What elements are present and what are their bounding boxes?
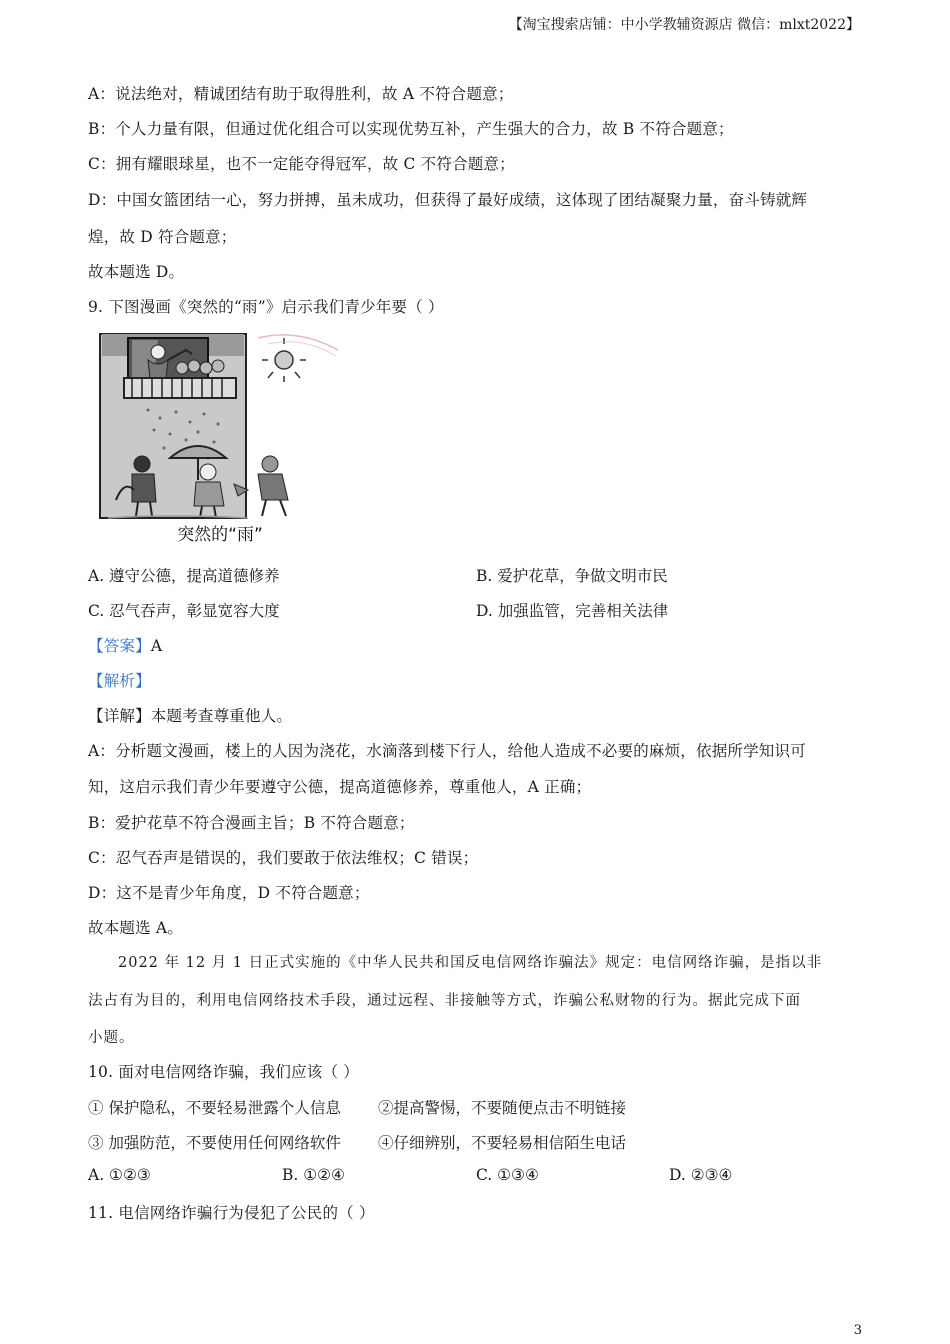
q8-option-c-analysis: C：拥有耀眼球星，也不一定能夺得冠军，故 C 不符合题意； [88, 155, 515, 173]
q8-option-d-analysis-cont: 煌，故 D 符合题意； [88, 228, 237, 246]
q9-option-b: B. 爱护花草，争做文明市民 [476, 567, 668, 585]
q9-answer [88, 634, 162, 656]
passage-line-2: 法占有为目的，利用电信网络技术手段，通过远程、非接触等方式，诈骗公私财物的行为。据此完成下面 [88, 993, 801, 1009]
q10-option-b: B. ①②④ [282, 1166, 345, 1184]
cartoon-image [98, 330, 342, 552]
header-text: 【淘宝搜索店铺：中小学教辅资源店 微信：mlxt2022】 [508, 17, 860, 33]
analysis-tag: 【解析】 [88, 672, 151, 690]
q9-analysis-b: B：爱护花草不符合漫画主旨；B 不符合题意； [88, 814, 415, 832]
q9-analysis-a-cont: 知，这启示我们青少年要遵守公德，提高道德修养，尊重他人，A 正确； [88, 778, 592, 796]
q10-item-1: ① 保护隐私，不要轻易泄露个人信息 [88, 1099, 341, 1117]
cartoon-caption: 突然的“雨” [177, 525, 263, 545]
q9-analysis-d: D：这不是青少年角度，D 不符合题意； [88, 884, 370, 902]
q9-detail: 【详解】本题考查尊重他人。 [88, 707, 293, 725]
q8-option-a-analysis: A：说法绝对，精诚团结有助于取得胜利，故 A 不符合题意； [88, 85, 514, 103]
q9-option-d: D. 加强监管，完善相关法律 [476, 602, 669, 620]
passage-line-1: 2022 年 12 月 1 日正式实施的《中华人民共和国反电信网络诈骗法》规定：电信网络诈骗，是指以非 [118, 955, 823, 971]
answer-value: A [150, 637, 163, 655]
q10-option-d: D. ②③④ [669, 1166, 733, 1184]
page-number: 3 [853, 1323, 862, 1338]
q10-option-c: C. ①③④ [476, 1166, 539, 1184]
q8-option-d-analysis: D：中国女篮团结一心，努力拼搏，虽未成功，但获得了最好成绩，这体现了团结凝聚力量，奋斗铸就辉 [88, 191, 808, 209]
q10-option-a: A. ①②③ [88, 1166, 151, 1184]
q10-item-2: ②提高警惕，不要随便点击不明链接 [378, 1099, 627, 1117]
q10-stem: 10. 面对电信网络诈骗，我们应该（ ） [88, 1063, 360, 1081]
q9-analysis-a: A：分析题文漫画，楼上的人因为浇花，水滴落到楼下行人，给他人造成不必要的麻烦，依据所学知识可 [88, 742, 806, 760]
q10-item-3: ③ 加强防范，不要使用任何网络软件 [88, 1134, 341, 1152]
q11-stem: 11. 电信网络诈骗行为侵犯了公民的（ ） [88, 1204, 375, 1222]
q9-stem: 9. 下图漫画《突然的“雨”》启示我们青少年要（ ） [88, 298, 444, 316]
q9-option-a: A. 遵守公德，提高道德修养 [88, 567, 280, 585]
q8-option-b-analysis: B：个人力量有限，但通过优化组合可以实现优势互补，产生强大的合力，故 B 不符合题意； [88, 120, 734, 138]
answer-tag: 【答案】 [88, 637, 151, 655]
q8-conclusion: 故本题选 D。 [88, 263, 185, 281]
q9-analysis-c: C：忍气吞声是错误的，我们要敢于依法维权；C 错误； [88, 849, 479, 867]
passage-line-3: 小题。 [88, 1030, 135, 1046]
q10-item-4: ④仔细辨别，不要轻易相信陌生电话 [378, 1134, 627, 1152]
q9-option-c: C. 忍气吞声，彰显宽容大度 [88, 602, 280, 620]
q9-conclusion: 故本题选 A。 [88, 919, 184, 937]
